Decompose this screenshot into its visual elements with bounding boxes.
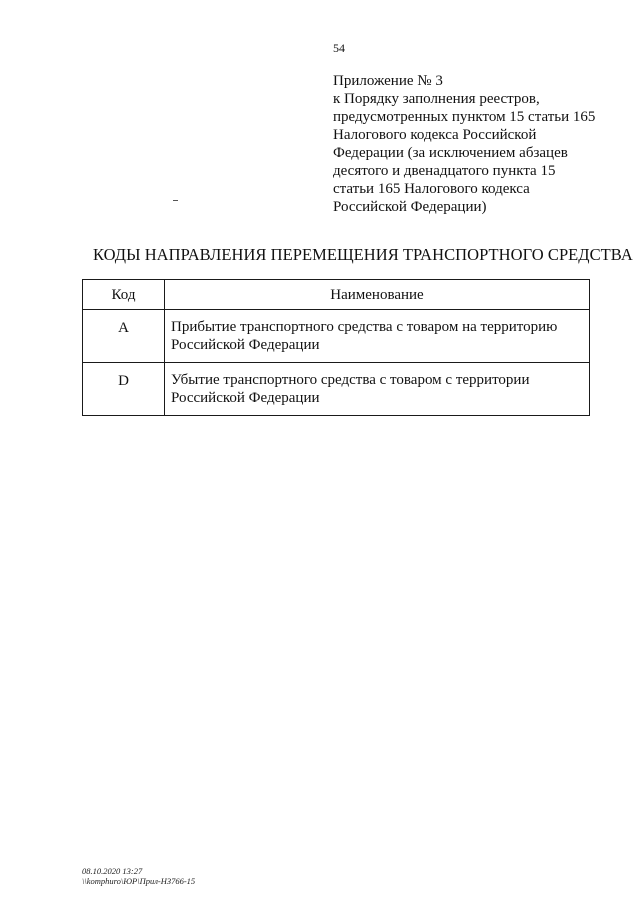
name-cell	[165, 310, 590, 363]
document-heading: КОДЫ НАПРАВЛЕНИЯ ПЕРЕМЕЩЕНИЯ ТРАНСПОРТНОГО СРЕДСТВА	[93, 245, 633, 264]
table-row	[83, 310, 590, 363]
name-line: Прибытие транспортного средства с товаром на территорию	[171, 319, 558, 335]
appendix-line: Налогового кодекса Российской	[333, 127, 537, 143]
page-number: 54	[333, 41, 345, 55]
table-row	[83, 363, 590, 416]
appendix-line: десятого и двенадцатого пункта 15	[333, 163, 556, 179]
code-cell: A	[83, 310, 165, 363]
appendix-line: Российской Федерации)	[333, 199, 487, 215]
footer-file-path: \\komphuro\ЮР\Прил-НЗ766-15	[82, 876, 196, 886]
appendix-line: Приложение № 3	[333, 73, 443, 89]
name-line: Российской Федерации	[171, 390, 320, 406]
name-cell	[165, 363, 590, 416]
scan-mark	[173, 200, 178, 201]
column-header-name: Наименование	[165, 280, 590, 310]
appendix-line: к Порядку заполнения реестров,	[333, 91, 540, 107]
name-line: Убытие транспортного средства с товаром с территории	[171, 372, 530, 388]
name-line: Российской Федерации	[171, 337, 320, 353]
appendix-line: Федерации (за исключением абзацев	[333, 145, 568, 161]
appendix-reference	[333, 72, 623, 216]
table-header-row	[83, 280, 590, 310]
appendix-line: статьи 165 Налогового кодекса	[333, 181, 530, 197]
appendix-line: предусмотренных пунктом 15 статьи 165	[333, 109, 596, 125]
column-header-code: Код	[83, 280, 165, 310]
footer-timestamp: 08.10.2020 13:27	[82, 866, 143, 876]
code-cell: D	[83, 363, 165, 416]
codes-table	[82, 279, 590, 416]
footer-stamp	[82, 866, 195, 886]
